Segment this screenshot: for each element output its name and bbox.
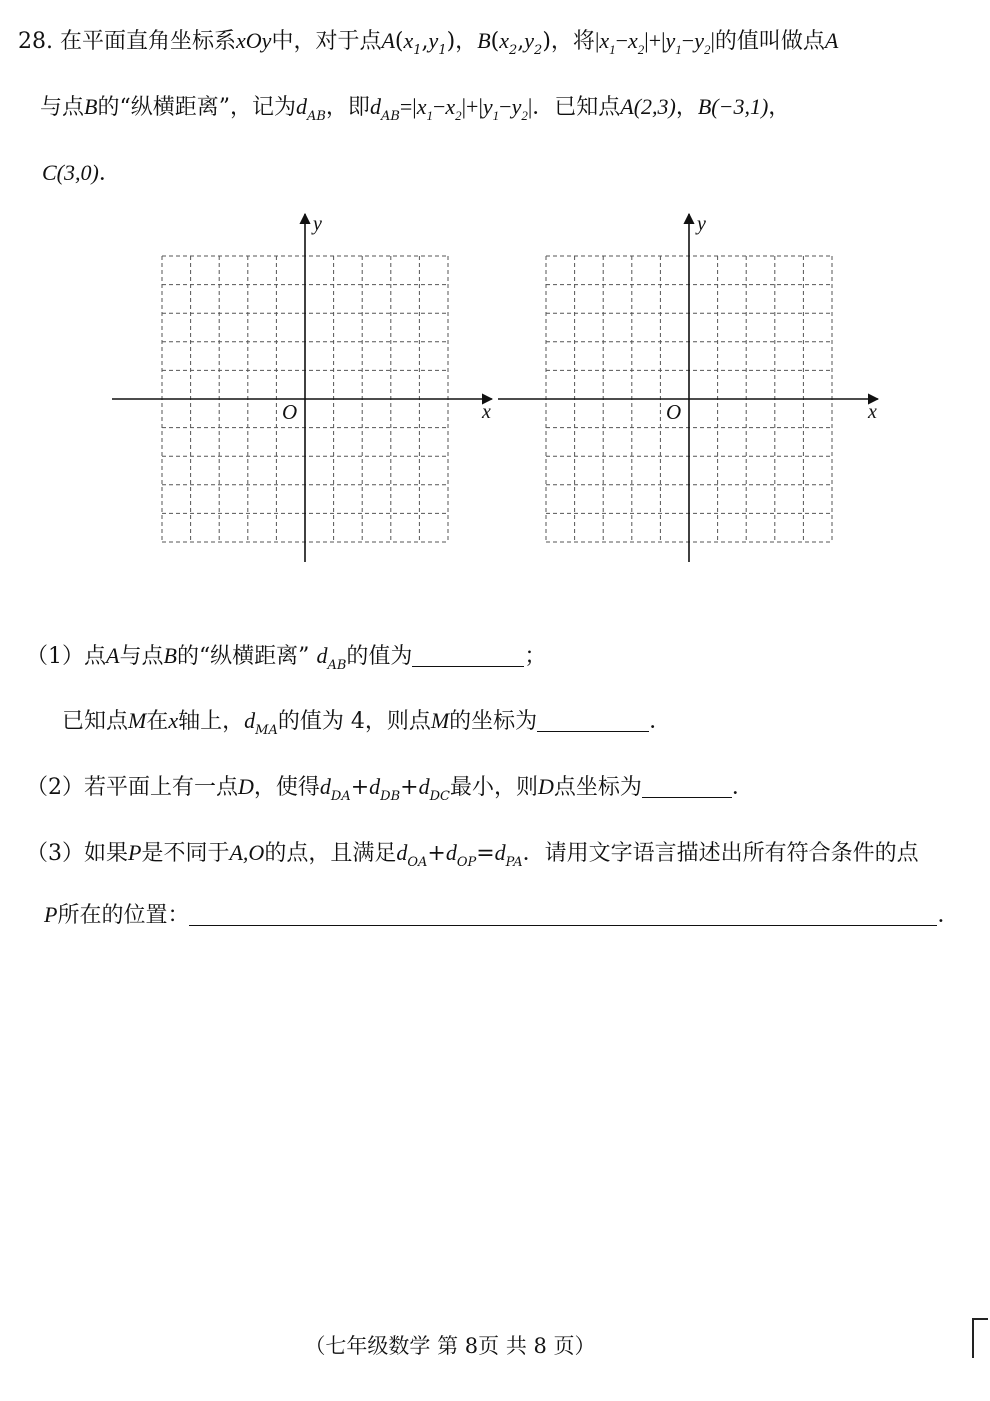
sub: DC <box>429 789 450 804</box>
y-axis-label: y <box>313 213 322 235</box>
text: 点坐标为 <box>553 775 642 800</box>
problem-number: 28. <box>18 29 53 54</box>
d-symbol: d <box>369 94 381 119</box>
d-symbol: d <box>445 840 457 865</box>
point-b: B <box>84 94 98 119</box>
text: 已知点 <box>62 709 129 734</box>
text: 所在的位置： <box>57 903 190 928</box>
q2-line <box>26 772 754 812</box>
point-d: D <box>238 774 254 799</box>
var-x: x <box>499 28 509 53</box>
point-b: B <box>163 643 177 668</box>
formula: $=|x_1-x_2|+|y_1-y_2|$ <box>399 94 533 123</box>
grid-right <box>498 213 878 562</box>
d-symbol: d <box>244 708 256 733</box>
text: ． <box>649 709 672 734</box>
formula: $|x_1-x_2|+|y_1-y_2|$ <box>594 28 715 57</box>
text: 的值为 4，则点 <box>277 709 431 734</box>
x-axis-label: x <box>482 401 491 423</box>
text: 的值叫做点 <box>714 29 825 54</box>
sub: 2 <box>509 43 518 58</box>
plus: + <box>400 775 419 800</box>
sub: OP <box>456 855 477 870</box>
point-b: B <box>477 28 491 53</box>
point-a: A <box>381 28 395 53</box>
coordinate-grids <box>0 0 990 600</box>
text: 的坐标为 <box>449 709 538 734</box>
q1-line-1 <box>26 641 546 681</box>
sub: DA <box>330 789 351 804</box>
text: 的“纵横距离”，记为 <box>97 95 296 120</box>
point-b-coord: B(−3,1) <box>697 94 769 119</box>
text: 在 <box>146 709 169 734</box>
text: 中，对于点 <box>271 29 382 54</box>
text: ； <box>524 644 547 669</box>
d-symbol: d <box>494 840 506 865</box>
sub: PA <box>505 855 523 870</box>
answer-blank-1b[interactable] <box>537 709 649 732</box>
d-symbol: d <box>316 643 328 668</box>
d-symbol: d <box>396 840 408 865</box>
sub: 2 <box>534 43 543 58</box>
d-symbol: d <box>295 94 307 119</box>
point-p: P <box>128 840 142 865</box>
plus: + <box>427 841 446 866</box>
text: 点 <box>84 644 107 669</box>
var-y: y <box>524 28 535 53</box>
text: ．已知点 <box>532 95 621 120</box>
equals: = <box>476 841 495 866</box>
q1-line-2 <box>62 706 671 746</box>
text: 的值为 <box>346 644 413 669</box>
sub: 1 <box>413 43 422 58</box>
answer-blank-1a[interactable] <box>412 644 524 667</box>
problem-line-1: 28. 在平面直角坐标系xOy中，对于点$A(x_1,y_1)$，$B(x_2,y_2)$，将$|x_1-x_2|+|y_1-y_2|$的值叫做点A <box>18 28 839 58</box>
sub: AB <box>380 109 400 124</box>
text: ，将 <box>550 29 595 54</box>
page-footer: （七年级数学 第 8页 共 8 页） <box>304 1334 596 1358</box>
q-num: （3） <box>26 841 84 866</box>
text: 是不同于 <box>141 841 230 866</box>
text: 与点 <box>40 95 85 120</box>
problem-line-3: C(3,0)． <box>42 160 121 186</box>
point-d: D <box>537 774 554 799</box>
y-axis-label: y <box>697 213 706 235</box>
point-a: A <box>106 643 120 668</box>
text: 最小，则 <box>449 775 538 800</box>
point-p: P <box>44 902 58 927</box>
text: ． <box>731 775 754 800</box>
corner-mark <box>972 1318 988 1358</box>
text: 轴上， <box>178 709 245 734</box>
text: 与点 <box>119 644 164 669</box>
text: ．请用文字语言描述出所有符合条件的点 <box>522 841 919 866</box>
point-m: M <box>430 708 450 733</box>
text: 在平面直角坐标系 <box>60 29 237 54</box>
answer-blank-3[interactable] <box>189 903 937 926</box>
point-a: A <box>824 28 839 53</box>
origin-label: O <box>282 400 298 424</box>
q-num: （2） <box>26 775 84 800</box>
var-x: x <box>403 28 414 53</box>
sub: 1 <box>438 43 447 58</box>
sub: AB <box>306 109 326 124</box>
text: 若平面上有一点 <box>84 775 239 800</box>
text: 的“纵横距离” <box>176 644 310 669</box>
d-symbol: d <box>369 774 381 799</box>
d-symbol: d <box>319 774 331 799</box>
problem-line-2: 与点B的“纵横距离”，记为$d_{AB}$，即$d_{AB}=|x_1-x_2|+|y_1-y_2|$．已知点A(2,3)，B(−3,1)， <box>40 94 791 124</box>
points-ao: A,O <box>229 840 265 865</box>
text: ，使得 <box>253 775 320 800</box>
q-num: （1） <box>26 644 84 669</box>
sub: AB <box>327 658 347 673</box>
text: ，即 <box>325 95 370 120</box>
sub: DB <box>380 789 401 804</box>
point-m: M <box>128 708 147 733</box>
point-a-coord: A(2,3) <box>620 94 676 119</box>
text: ． <box>937 903 960 928</box>
var-y: y <box>428 28 439 53</box>
x-axis-label: x <box>868 401 877 423</box>
sub: OA <box>407 855 428 870</box>
text: 如果 <box>84 841 129 866</box>
origin-label: O <box>666 400 682 424</box>
coordinate-system: xOy <box>236 28 272 53</box>
text: 的点，且满足 <box>264 841 397 866</box>
answer-blank-2[interactable] <box>642 775 732 798</box>
plus: + <box>350 775 370 800</box>
grid-left <box>112 213 492 562</box>
q3-line-2 <box>44 900 959 931</box>
point-c-coord: C(3,0) <box>42 160 99 185</box>
d-symbol: d <box>418 774 430 799</box>
sub: MA <box>255 723 278 738</box>
q3-line-1 <box>26 838 919 878</box>
x-var: x <box>168 708 179 733</box>
